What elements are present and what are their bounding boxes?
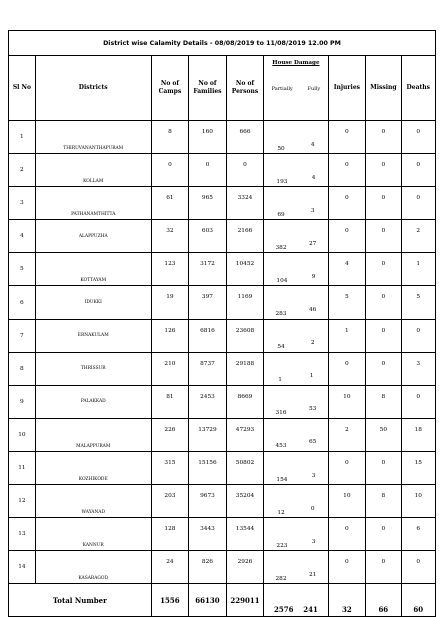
header-missing: Missing <box>366 56 401 121</box>
total-injuries: 32 <box>328 584 366 617</box>
row-house-damage <box>264 319 328 352</box>
row-missing: 0 <box>366 518 401 551</box>
row-families: 2453 <box>189 385 227 418</box>
row-house-damage <box>264 451 328 484</box>
row-camps: 81 <box>151 385 189 418</box>
row-persons: 29188 <box>226 352 264 385</box>
table-row <box>9 286 436 319</box>
row-families: 13729 <box>189 418 227 451</box>
row-injuries: 0 <box>328 451 366 484</box>
row-partially: 283 <box>275 311 287 318</box>
row-sl-no: 1 <box>9 121 36 154</box>
row-persons: 0 <box>226 154 264 187</box>
row-families: 9673 <box>189 485 227 518</box>
header-house-damage <box>264 56 328 121</box>
row-district: ALAPPUZHA <box>35 220 151 253</box>
row-house-damage <box>264 286 328 319</box>
row-sl-no: 3 <box>9 187 36 220</box>
row-injuries: 0 <box>328 220 366 253</box>
row-injuries: 5 <box>328 286 366 319</box>
row-district: THRISSUR <box>35 352 151 385</box>
row-fully: 1 <box>309 373 314 380</box>
header-deaths: Deaths <box>401 56 435 121</box>
row-missing: 0 <box>366 121 401 154</box>
header-camps: No of Camps <box>151 56 189 121</box>
total-fully: 241 <box>303 605 318 615</box>
total-persons: 229011 <box>226 584 264 617</box>
row-partially: 453 <box>275 443 287 450</box>
row-district: MALAPPURAM <box>35 418 151 451</box>
page-title: District wise Calamity Details - 08/08/2019 to 11/08/2019 12.00 PM <box>9 31 436 56</box>
row-persons: 666 <box>226 121 264 154</box>
table-row <box>9 451 436 484</box>
row-partially: 282 <box>275 575 287 582</box>
total-house-damage <box>264 584 328 617</box>
row-district: PALAKKAD <box>35 385 151 418</box>
row-injuries: 0 <box>328 551 366 584</box>
row-missing: 0 <box>366 286 401 319</box>
row-house-damage <box>264 220 328 253</box>
row-deaths: 18 <box>401 418 435 451</box>
row-camps: 61 <box>151 187 189 220</box>
row-partially: 12 <box>277 509 285 516</box>
row-persons: 2166 <box>226 220 264 253</box>
row-deaths: 0 <box>401 385 435 418</box>
row-district: PATHANAMTHITTA <box>35 187 151 220</box>
row-partially: 50 <box>277 145 285 152</box>
row-persons: 8669 <box>226 385 264 418</box>
table-row <box>9 485 436 518</box>
row-persons: 3324 <box>226 187 264 220</box>
row-partially: 223 <box>276 542 288 549</box>
row-persons: 50802 <box>226 451 264 484</box>
row-partially: 1 <box>278 377 282 384</box>
row-deaths: 2 <box>401 220 435 253</box>
row-persons: 10452 <box>226 253 264 286</box>
table-row <box>9 385 436 418</box>
row-house-damage <box>264 551 328 584</box>
row-camps: 19 <box>151 286 189 319</box>
row-missing: 0 <box>366 154 401 187</box>
row-injuries: 10 <box>328 385 366 418</box>
row-district: KOLLAM <box>35 154 151 187</box>
row-partially: 316 <box>275 410 287 417</box>
row-camps: 128 <box>151 518 189 551</box>
row-partially: 104 <box>276 277 288 284</box>
row-deaths: 3 <box>401 352 435 385</box>
total-label: Total Number <box>9 584 152 617</box>
row-partially: 193 <box>276 178 288 185</box>
row-sl-no: 4 <box>9 220 36 253</box>
row-families: 3443 <box>189 518 227 551</box>
row-deaths: 1 <box>401 253 435 286</box>
row-persons: 23608 <box>226 319 264 352</box>
row-fully: 3 <box>311 472 316 479</box>
row-injuries: 0 <box>328 154 366 187</box>
row-missing: 0 <box>366 187 401 220</box>
row-deaths: 0 <box>401 187 435 220</box>
row-camps: 123 <box>151 253 189 286</box>
row-camps: 203 <box>151 485 189 518</box>
row-persons: 2926 <box>226 551 264 584</box>
row-sl-no: 11 <box>9 451 36 484</box>
table-row <box>9 253 436 286</box>
row-fully: 46 <box>308 307 317 314</box>
row-deaths: 10 <box>401 485 435 518</box>
row-house-damage <box>264 518 328 551</box>
row-families: 3172 <box>189 253 227 286</box>
row-missing: 8 <box>366 385 401 418</box>
row-sl-no: 10 <box>9 418 36 451</box>
row-deaths: 0 <box>401 551 435 584</box>
row-house-damage <box>264 485 328 518</box>
row-fully: 53 <box>308 406 317 413</box>
calamity-sheet <box>8 30 436 617</box>
row-fully: 21 <box>308 571 317 578</box>
row-missing: 0 <box>366 319 401 352</box>
row-district: IDUKKI <box>35 286 151 319</box>
row-persons: 35204 <box>226 485 264 518</box>
row-persons: 1169 <box>226 286 264 319</box>
table-row <box>9 154 436 187</box>
row-partially: 54 <box>277 344 285 351</box>
row-fully: 9 <box>311 273 316 280</box>
table-row <box>9 220 436 253</box>
row-families: 826 <box>189 551 227 584</box>
row-sl-no: 7 <box>9 319 36 352</box>
row-district: KOTTAYAM <box>35 253 151 286</box>
total-camps: 1556 <box>151 584 189 617</box>
row-district: KASARAGOD <box>35 551 151 584</box>
row-missing: 8 <box>366 485 401 518</box>
row-families: 0 <box>189 154 227 187</box>
total-families: 66130 <box>189 584 227 617</box>
row-missing: 0 <box>366 220 401 253</box>
row-camps: 226 <box>151 418 189 451</box>
row-house-damage <box>264 418 328 451</box>
table-row <box>9 121 436 154</box>
total-row <box>9 584 436 617</box>
row-house-damage <box>264 121 328 154</box>
row-deaths: 5 <box>401 286 435 319</box>
row-house-damage <box>264 187 328 220</box>
row-house-damage <box>264 154 328 187</box>
table-row <box>9 187 436 220</box>
row-camps: 315 <box>151 451 189 484</box>
row-deaths: 0 <box>401 154 435 187</box>
row-district: THIRUVANANTHAPURAM <box>35 121 151 154</box>
row-injuries: 0 <box>328 187 366 220</box>
row-injuries: 4 <box>328 253 366 286</box>
row-fully: 4 <box>310 141 315 148</box>
row-injuries: 0 <box>328 352 366 385</box>
row-missing: 50 <box>366 418 401 451</box>
header-persons: No of Persons <box>226 56 264 121</box>
row-district: KANNUR <box>35 518 151 551</box>
row-deaths: 15 <box>401 451 435 484</box>
row-injuries: 1 <box>328 319 366 352</box>
total-deaths: 60 <box>401 584 435 617</box>
table-row <box>9 352 436 385</box>
row-camps: 24 <box>151 551 189 584</box>
row-sl-no: 14 <box>9 551 36 584</box>
row-injuries: 2 <box>328 418 366 451</box>
row-fully: 0 <box>310 505 315 512</box>
row-sl-no: 2 <box>9 154 36 187</box>
row-sl-no: 8 <box>9 352 36 385</box>
row-injuries: 0 <box>328 121 366 154</box>
row-sl-no: 13 <box>9 518 36 551</box>
total-partially: 2576 <box>273 605 294 615</box>
header-fully: Fully <box>307 86 321 92</box>
row-fully: 3 <box>311 538 316 545</box>
row-deaths: 6 <box>401 518 435 551</box>
row-partially: 154 <box>276 476 288 483</box>
table-row <box>9 418 436 451</box>
row-camps: 32 <box>151 220 189 253</box>
row-families: 15156 <box>189 451 227 484</box>
row-sl-no: 5 <box>9 253 36 286</box>
row-camps: 210 <box>151 352 189 385</box>
row-deaths: 0 <box>401 319 435 352</box>
row-fully: 4 <box>311 174 316 181</box>
row-families: 965 <box>189 187 227 220</box>
row-fully: 2 <box>310 340 315 347</box>
row-partially: 382 <box>275 244 287 251</box>
row-missing: 0 <box>366 451 401 484</box>
row-fully: 3 <box>310 207 315 214</box>
row-district: ERNAKULAM <box>35 319 151 352</box>
table-row <box>9 551 436 584</box>
row-sl-no: 9 <box>9 385 36 418</box>
row-missing: 0 <box>366 253 401 286</box>
row-camps: 0 <box>151 154 189 187</box>
row-fully: 65 <box>308 439 317 446</box>
row-house-damage <box>264 352 328 385</box>
header-house-damage-label: House Damage <box>272 60 320 66</box>
row-missing: 0 <box>366 551 401 584</box>
table-row <box>9 518 436 551</box>
row-families: 8737 <box>189 352 227 385</box>
total-missing: 66 <box>366 584 401 617</box>
row-persons: 13544 <box>226 518 264 551</box>
row-families: 6816 <box>189 319 227 352</box>
header-injuries: Injuries <box>328 56 366 121</box>
row-families: 603 <box>189 220 227 253</box>
row-missing: 0 <box>366 352 401 385</box>
row-deaths: 0 <box>401 121 435 154</box>
row-district: WAYANAD <box>35 485 151 518</box>
row-persons: 47293 <box>226 418 264 451</box>
row-camps: 8 <box>151 121 189 154</box>
calamity-table <box>8 30 436 617</box>
header-sl-no: Sl No <box>9 56 36 121</box>
row-families: 160 <box>189 121 227 154</box>
row-injuries: 0 <box>328 518 366 551</box>
table-row <box>9 319 436 352</box>
row-district: KOZHIKODE <box>35 451 151 484</box>
row-house-damage <box>264 385 328 418</box>
row-sl-no: 6 <box>9 286 36 319</box>
row-house-damage <box>264 253 328 286</box>
row-partially: 69 <box>277 211 285 218</box>
header-partially: Partially <box>271 86 293 92</box>
row-injuries: 10 <box>328 485 366 518</box>
row-fully: 27 <box>308 240 317 247</box>
row-sl-no: 12 <box>9 485 36 518</box>
header-districts: Districts <box>35 56 151 121</box>
header-families: No of Families <box>189 56 227 121</box>
row-families: 397 <box>189 286 227 319</box>
row-camps: 126 <box>151 319 189 352</box>
